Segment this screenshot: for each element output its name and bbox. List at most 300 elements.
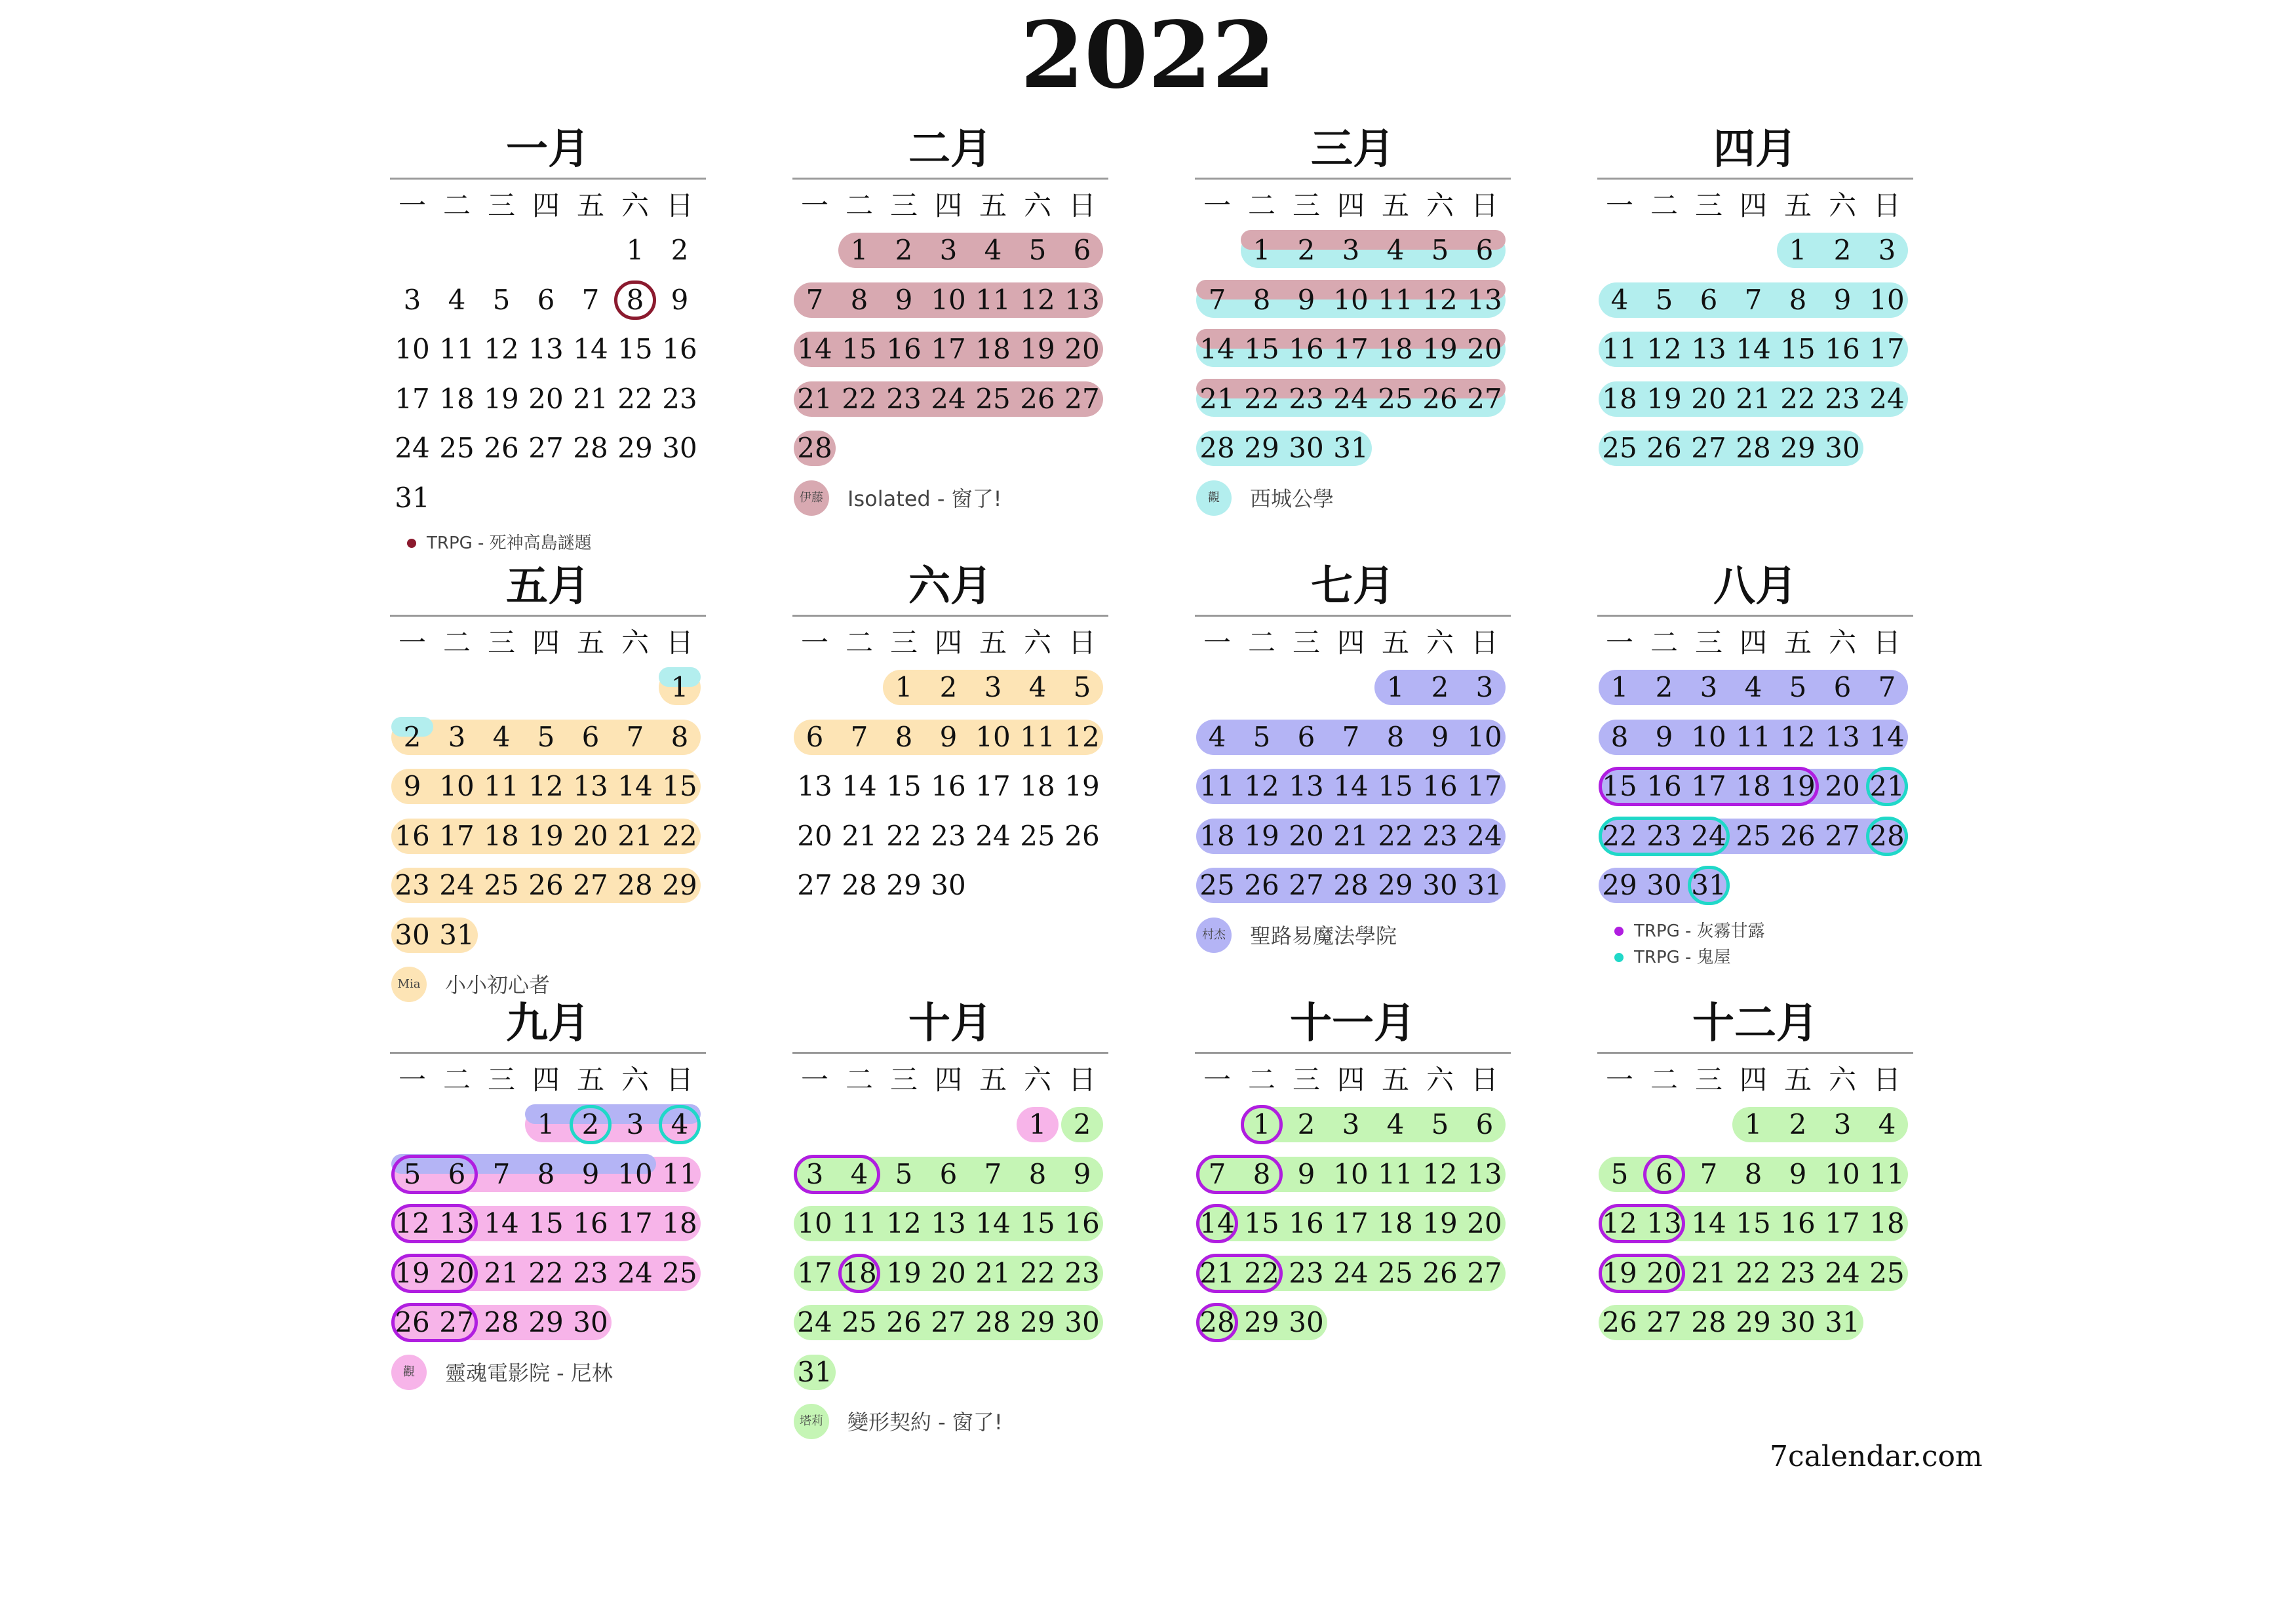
day-cell[interactable]: 27: [1646, 1306, 1682, 1338]
day-cell[interactable]: 17: [617, 1207, 653, 1239]
day-cell[interactable]: 5: [1253, 720, 1271, 753]
day-cell[interactable]: 5: [895, 1157, 913, 1190]
day-cell[interactable]: 12: [484, 333, 519, 365]
day-cell[interactable]: 22: [1020, 1256, 1055, 1289]
day-cell[interactable]: 19: [1064, 770, 1100, 802]
day-cell[interactable]: 30: [1780, 1306, 1816, 1338]
day-cell[interactable]: 8: [1789, 283, 1807, 316]
day-cell[interactable]: 10: [1467, 720, 1502, 753]
day-cell[interactable]: 25: [1020, 819, 1055, 852]
day-cell[interactable]: 5: [1073, 671, 1091, 703]
day-cell[interactable]: 19: [1780, 770, 1816, 802]
day-cell[interactable]: 9: [1655, 720, 1673, 753]
day-cell[interactable]: 15: [1020, 1207, 1055, 1239]
day-cell[interactable]: 2: [1297, 1108, 1315, 1140]
day-cell[interactable]: 21: [842, 819, 877, 852]
day-cell[interactable]: 26: [1064, 819, 1100, 852]
day-cell[interactable]: 26: [528, 869, 564, 901]
day-cell[interactable]: 2: [671, 234, 689, 266]
day-cell[interactable]: 19: [395, 1256, 430, 1289]
day-cell[interactable]: 9: [939, 720, 958, 753]
day-cell[interactable]: 29: [617, 432, 653, 464]
day-cell[interactable]: 24: [975, 819, 1011, 852]
day-cell[interactable]: 29: [1602, 869, 1637, 901]
day-cell[interactable]: 6: [537, 283, 555, 316]
day-cell[interactable]: 16: [1646, 770, 1682, 802]
day-cell[interactable]: 22: [1244, 1256, 1279, 1289]
day-cell[interactable]: 29: [1244, 1306, 1279, 1338]
day-cell[interactable]: 24: [797, 1306, 832, 1338]
day-cell[interactable]: 1: [1028, 1108, 1047, 1140]
day-cell[interactable]: 10: [617, 1157, 653, 1190]
day-cell[interactable]: 1: [1610, 671, 1629, 703]
day-cell[interactable]: 11: [1199, 770, 1235, 802]
day-cell[interactable]: 22: [662, 819, 697, 852]
day-cell[interactable]: 18: [662, 1207, 697, 1239]
day-cell[interactable]: 4: [492, 720, 511, 753]
day-cell[interactable]: 14: [617, 770, 653, 802]
day-cell[interactable]: 20: [573, 819, 608, 852]
day-cell[interactable]: 11: [439, 333, 475, 365]
day-cell[interactable]: 26: [395, 1306, 430, 1338]
day-cell[interactable]: 28: [975, 1306, 1011, 1338]
day-cell[interactable]: 12: [1422, 1157, 1458, 1190]
day-cell[interactable]: 10: [1333, 1157, 1369, 1190]
day-cell[interactable]: 22: [842, 382, 877, 415]
day-cell[interactable]: 24: [617, 1256, 653, 1289]
day-cell[interactable]: 23: [1780, 1256, 1816, 1289]
day-cell[interactable]: 9: [1073, 1157, 1091, 1190]
day-cell[interactable]: 7: [626, 720, 644, 753]
day-cell[interactable]: 30: [1289, 432, 1324, 464]
day-cell[interactable]: 19: [1422, 333, 1458, 365]
day-cell[interactable]: 5: [1431, 234, 1449, 266]
day-cell[interactable]: 8: [1253, 1157, 1271, 1190]
day-cell[interactable]: 12: [528, 770, 564, 802]
day-cell[interactable]: 18: [1602, 382, 1637, 415]
day-cell[interactable]: 25: [662, 1256, 697, 1289]
day-cell[interactable]: 1: [1789, 234, 1807, 266]
day-cell[interactable]: 8: [1028, 1157, 1047, 1190]
day-cell[interactable]: 23: [886, 382, 922, 415]
day-cell[interactable]: 4: [1386, 1108, 1405, 1140]
day-cell[interactable]: 11: [1020, 720, 1055, 753]
day-cell[interactable]: 1: [626, 234, 644, 266]
day-cell[interactable]: 31: [1825, 1306, 1860, 1338]
day-cell[interactable]: 20: [528, 382, 564, 415]
day-cell[interactable]: 20: [1467, 333, 1502, 365]
day-cell[interactable]: 23: [573, 1256, 608, 1289]
day-cell[interactable]: 21: [975, 1256, 1011, 1289]
day-cell[interactable]: 13: [573, 770, 608, 802]
day-cell[interactable]: 7: [492, 1157, 511, 1190]
day-cell[interactable]: 7: [1700, 1157, 1718, 1190]
day-cell[interactable]: 5: [1655, 283, 1673, 316]
day-cell[interactable]: 28: [1199, 432, 1235, 464]
day-cell[interactable]: 7: [984, 1157, 1002, 1190]
day-cell[interactable]: 22: [1780, 382, 1816, 415]
day-cell[interactable]: 27: [439, 1306, 475, 1338]
day-cell[interactable]: 27: [1467, 1256, 1502, 1289]
day-cell[interactable]: 22: [1736, 1256, 1771, 1289]
day-cell[interactable]: 22: [1602, 819, 1637, 852]
day-cell[interactable]: 8: [1610, 720, 1629, 753]
day-cell[interactable]: 16: [931, 770, 966, 802]
day-cell[interactable]: 25: [1602, 432, 1637, 464]
day-cell[interactable]: 22: [886, 819, 922, 852]
day-cell[interactable]: 27: [528, 432, 564, 464]
day-cell[interactable]: 5: [1431, 1108, 1449, 1140]
day-cell[interactable]: 13: [1825, 720, 1860, 753]
day-cell[interactable]: 18: [975, 333, 1011, 365]
day-cell[interactable]: 24: [931, 382, 966, 415]
day-cell[interactable]: 3: [984, 671, 1002, 703]
day-cell[interactable]: 10: [1333, 283, 1369, 316]
day-cell[interactable]: 15: [1244, 1207, 1279, 1239]
day-cell[interactable]: 25: [1378, 1256, 1413, 1289]
day-cell[interactable]: 26: [1020, 382, 1055, 415]
day-cell[interactable]: 10: [1691, 720, 1726, 753]
day-cell[interactable]: 28: [573, 432, 608, 464]
day-cell[interactable]: 12: [1064, 720, 1100, 753]
day-cell[interactable]: 15: [1378, 770, 1413, 802]
day-cell[interactable]: 2: [1789, 1108, 1807, 1140]
day-cell[interactable]: 16: [573, 1207, 608, 1239]
day-cell[interactable]: 31: [797, 1355, 832, 1388]
day-cell[interactable]: 1: [1744, 1108, 1762, 1140]
day-cell[interactable]: 28: [1199, 1306, 1235, 1338]
day-cell[interactable]: 1: [895, 671, 913, 703]
day-cell[interactable]: 2: [939, 671, 958, 703]
day-cell[interactable]: 19: [1422, 1207, 1458, 1239]
day-cell[interactable]: 18: [842, 1256, 877, 1289]
day-cell[interactable]: 14: [1691, 1207, 1726, 1239]
day-cell[interactable]: 31: [439, 918, 475, 951]
day-cell[interactable]: 2: [581, 1108, 600, 1140]
day-cell[interactable]: 18: [1736, 770, 1771, 802]
day-cell[interactable]: 5: [1610, 1157, 1629, 1190]
day-cell[interactable]: 26: [1780, 819, 1816, 852]
day-cell[interactable]: 25: [1736, 819, 1771, 852]
day-cell[interactable]: 18: [1869, 1207, 1905, 1239]
day-cell[interactable]: 21: [1736, 382, 1771, 415]
day-cell[interactable]: 3: [1342, 1108, 1360, 1140]
day-cell[interactable]: 23: [1825, 382, 1860, 415]
day-cell[interactable]: 10: [439, 770, 475, 802]
day-cell[interactable]: 13: [797, 770, 832, 802]
day-cell[interactable]: 26: [484, 432, 519, 464]
day-cell[interactable]: 1: [850, 234, 868, 266]
day-cell[interactable]: 2: [1073, 1108, 1091, 1140]
day-cell[interactable]: 12: [1602, 1207, 1637, 1239]
day-cell[interactable]: 5: [1789, 671, 1807, 703]
day-cell[interactable]: 13: [1064, 283, 1100, 316]
day-cell[interactable]: 10: [395, 333, 430, 365]
day-cell[interactable]: 4: [1610, 283, 1629, 316]
day-cell[interactable]: 24: [439, 869, 475, 901]
day-cell[interactable]: 25: [439, 432, 475, 464]
day-cell[interactable]: 2: [1297, 234, 1315, 266]
day-cell[interactable]: 9: [1297, 283, 1315, 316]
day-cell[interactable]: 11: [484, 770, 519, 802]
day-cell[interactable]: 29: [1736, 1306, 1771, 1338]
day-cell[interactable]: 7: [1342, 720, 1360, 753]
day-cell[interactable]: 1: [1253, 234, 1271, 266]
day-cell[interactable]: 18: [1020, 770, 1055, 802]
day-cell[interactable]: 22: [617, 382, 653, 415]
day-cell[interactable]: 13: [931, 1207, 966, 1239]
day-cell[interactable]: 30: [662, 432, 697, 464]
day-cell[interactable]: 8: [671, 720, 689, 753]
day-cell[interactable]: 11: [1378, 283, 1413, 316]
day-cell[interactable]: 23: [1289, 1256, 1324, 1289]
day-cell[interactable]: 25: [1199, 869, 1235, 901]
day-cell[interactable]: 17: [1467, 770, 1502, 802]
day-cell[interactable]: 18: [1378, 333, 1413, 365]
day-cell[interactable]: 9: [895, 283, 913, 316]
day-cell[interactable]: 19: [1646, 382, 1682, 415]
day-cell[interactable]: 3: [1833, 1108, 1852, 1140]
day-cell[interactable]: 27: [931, 1306, 966, 1338]
day-cell[interactable]: 3: [1700, 671, 1718, 703]
day-cell[interactable]: 10: [797, 1207, 832, 1239]
day-cell[interactable]: 6: [1700, 283, 1718, 316]
day-cell[interactable]: 15: [528, 1207, 564, 1239]
day-cell[interactable]: 30: [931, 869, 966, 901]
day-cell[interactable]: 24: [1869, 382, 1905, 415]
day-cell[interactable]: 3: [403, 283, 421, 316]
day-cell[interactable]: 28: [842, 869, 877, 901]
day-cell[interactable]: 17: [439, 819, 475, 852]
day-cell[interactable]: 20: [931, 1256, 966, 1289]
day-cell[interactable]: 16: [1289, 1207, 1324, 1239]
day-cell[interactable]: 14: [484, 1207, 519, 1239]
day-cell[interactable]: 13: [1467, 1157, 1502, 1190]
day-cell[interactable]: 24: [1691, 819, 1726, 852]
day-cell[interactable]: 5: [492, 283, 511, 316]
day-cell[interactable]: 27: [1064, 382, 1100, 415]
day-cell[interactable]: 29: [1244, 432, 1279, 464]
day-cell[interactable]: 20: [1825, 770, 1860, 802]
day-cell[interactable]: 20: [1289, 819, 1324, 852]
day-cell[interactable]: 23: [1646, 819, 1682, 852]
day-cell[interactable]: 14: [1869, 720, 1905, 753]
day-cell[interactable]: 14: [842, 770, 877, 802]
day-cell[interactable]: 6: [1655, 1157, 1673, 1190]
day-cell[interactable]: 21: [573, 382, 608, 415]
day-cell[interactable]: 17: [1691, 770, 1726, 802]
day-cell[interactable]: 21: [1333, 819, 1369, 852]
day-cell[interactable]: 3: [1475, 671, 1494, 703]
day-cell[interactable]: 17: [395, 382, 430, 415]
day-cell[interactable]: 8: [626, 283, 644, 316]
day-cell[interactable]: 9: [1833, 283, 1852, 316]
day-cell[interactable]: 1: [671, 671, 689, 703]
day-cell[interactable]: 31: [395, 481, 430, 514]
day-cell[interactable]: 15: [1736, 1207, 1771, 1239]
day-cell[interactable]: 8: [1744, 1157, 1762, 1190]
day-cell[interactable]: 6: [1833, 671, 1852, 703]
day-cell[interactable]: 30: [1825, 432, 1860, 464]
day-cell[interactable]: 30: [1422, 869, 1458, 901]
day-cell[interactable]: 21: [1199, 1256, 1235, 1289]
day-cell[interactable]: 10: [1825, 1157, 1860, 1190]
day-cell[interactable]: 12: [395, 1207, 430, 1239]
day-cell[interactable]: 30: [1064, 1306, 1100, 1338]
day-cell[interactable]: 4: [671, 1108, 689, 1140]
day-cell[interactable]: 15: [1780, 333, 1816, 365]
day-cell[interactable]: 25: [484, 869, 519, 901]
day-cell[interactable]: 6: [448, 1157, 466, 1190]
day-cell[interactable]: 9: [403, 770, 421, 802]
day-cell[interactable]: 9: [1789, 1157, 1807, 1190]
day-cell[interactable]: 29: [886, 869, 922, 901]
day-cell[interactable]: 6: [1475, 1108, 1494, 1140]
day-cell[interactable]: 7: [1878, 671, 1896, 703]
day-cell[interactable]: 30: [395, 918, 430, 951]
day-cell[interactable]: 21: [617, 819, 653, 852]
day-cell[interactable]: 21: [1691, 1256, 1726, 1289]
day-cell[interactable]: 17: [1869, 333, 1905, 365]
day-cell[interactable]: 8: [1386, 720, 1405, 753]
day-cell[interactable]: 14: [1199, 333, 1235, 365]
day-cell[interactable]: 27: [573, 869, 608, 901]
day-cell[interactable]: 27: [1289, 869, 1324, 901]
day-cell[interactable]: 19: [528, 819, 564, 852]
day-cell[interactable]: 21: [1869, 770, 1905, 802]
day-cell[interactable]: 19: [484, 382, 519, 415]
day-cell[interactable]: 20: [797, 819, 832, 852]
day-cell[interactable]: 24: [1467, 819, 1502, 852]
day-cell[interactable]: 13: [1467, 283, 1502, 316]
day-cell[interactable]: 7: [1208, 283, 1226, 316]
day-cell[interactable]: 18: [484, 819, 519, 852]
day-cell[interactable]: 29: [662, 869, 697, 901]
day-cell[interactable]: 23: [1289, 382, 1324, 415]
day-cell[interactable]: 4: [1744, 671, 1762, 703]
day-cell[interactable]: 12: [1780, 720, 1816, 753]
day-cell[interactable]: 20: [1691, 382, 1726, 415]
day-cell[interactable]: 18: [1378, 1207, 1413, 1239]
day-cell[interactable]: 11: [975, 283, 1011, 316]
day-cell[interactable]: 13: [1289, 770, 1324, 802]
day-cell[interactable]: 10: [1869, 283, 1905, 316]
day-cell[interactable]: 4: [984, 234, 1002, 266]
day-cell[interactable]: 15: [1244, 333, 1279, 365]
day-cell[interactable]: 12: [1020, 283, 1055, 316]
day-cell[interactable]: 30: [573, 1306, 608, 1338]
day-cell[interactable]: 4: [1386, 234, 1405, 266]
day-cell[interactable]: 15: [886, 770, 922, 802]
day-cell[interactable]: 29: [1378, 869, 1413, 901]
day-cell[interactable]: 23: [662, 382, 697, 415]
day-cell[interactable]: 5: [1028, 234, 1047, 266]
day-cell[interactable]: 23: [395, 869, 430, 901]
day-cell[interactable]: 7: [1744, 283, 1762, 316]
day-cell[interactable]: 12: [1244, 770, 1279, 802]
day-cell[interactable]: 12: [1646, 333, 1682, 365]
day-cell[interactable]: 11: [842, 1207, 877, 1239]
day-cell[interactable]: 25: [1378, 382, 1413, 415]
day-cell[interactable]: 9: [1297, 1157, 1315, 1190]
day-cell[interactable]: 12: [1422, 283, 1458, 316]
day-cell[interactable]: 11: [1378, 1157, 1413, 1190]
day-cell[interactable]: 16: [1780, 1207, 1816, 1239]
day-cell[interactable]: 3: [448, 720, 466, 753]
day-cell[interactable]: 17: [1825, 1207, 1860, 1239]
day-cell[interactable]: 4: [850, 1157, 868, 1190]
day-cell[interactable]: 4: [1878, 1108, 1896, 1140]
day-cell[interactable]: 22: [1244, 382, 1279, 415]
day-cell[interactable]: 9: [581, 1157, 600, 1190]
day-cell[interactable]: 27: [1467, 382, 1502, 415]
day-cell[interactable]: 26: [1602, 1306, 1637, 1338]
day-cell[interactable]: 22: [528, 1256, 564, 1289]
day-cell[interactable]: 1: [1253, 1108, 1271, 1140]
day-cell[interactable]: 16: [1825, 333, 1860, 365]
day-cell[interactable]: 17: [1333, 1207, 1369, 1239]
day-cell[interactable]: 3: [1342, 234, 1360, 266]
day-cell[interactable]: 24: [395, 432, 430, 464]
day-cell[interactable]: 7: [581, 283, 600, 316]
day-cell[interactable]: 31: [1333, 432, 1369, 464]
footer-site-link[interactable]: 7calendar.com: [1770, 1440, 1983, 1473]
day-cell[interactable]: 16: [1289, 333, 1324, 365]
day-cell[interactable]: 31: [1467, 869, 1502, 901]
day-cell[interactable]: 15: [617, 333, 653, 365]
day-cell[interactable]: 28: [1691, 1306, 1726, 1338]
day-cell[interactable]: 6: [1475, 234, 1494, 266]
day-cell[interactable]: 3: [806, 1157, 824, 1190]
day-cell[interactable]: 13: [439, 1207, 475, 1239]
day-cell[interactable]: 26: [1422, 382, 1458, 415]
day-cell[interactable]: 20: [1467, 1207, 1502, 1239]
day-cell[interactable]: 2: [1431, 671, 1449, 703]
day-cell[interactable]: 20: [1646, 1256, 1682, 1289]
day-cell[interactable]: 11: [1736, 720, 1771, 753]
day-cell[interactable]: 8: [537, 1157, 555, 1190]
day-cell[interactable]: 18: [1199, 819, 1235, 852]
day-cell[interactable]: 27: [1691, 432, 1726, 464]
day-cell[interactable]: 24: [1333, 382, 1369, 415]
day-cell[interactable]: 9: [1431, 720, 1449, 753]
day-cell[interactable]: 17: [931, 333, 966, 365]
day-cell[interactable]: 23: [1422, 819, 1458, 852]
day-cell[interactable]: 6: [939, 1157, 958, 1190]
day-cell[interactable]: 16: [886, 333, 922, 365]
day-cell[interactable]: 1: [1386, 671, 1405, 703]
day-cell[interactable]: 28: [1736, 432, 1771, 464]
day-cell[interactable]: 14: [975, 1207, 1011, 1239]
day-cell[interactable]: 30: [1289, 1306, 1324, 1338]
day-cell[interactable]: 4: [448, 283, 466, 316]
day-cell[interactable]: 16: [1422, 770, 1458, 802]
day-cell[interactable]: 28: [484, 1306, 519, 1338]
day-cell[interactable]: 10: [931, 283, 966, 316]
day-cell[interactable]: 28: [797, 432, 832, 464]
day-cell[interactable]: 7: [806, 283, 824, 316]
day-cell[interactable]: 13: [1691, 333, 1726, 365]
day-cell[interactable]: 19: [1020, 333, 1055, 365]
day-cell[interactable]: 5: [537, 720, 555, 753]
day-cell[interactable]: 31: [1691, 869, 1726, 901]
day-cell[interactable]: 19: [1244, 819, 1279, 852]
day-cell[interactable]: 7: [1208, 1157, 1226, 1190]
day-cell[interactable]: 21: [1199, 382, 1235, 415]
day-cell[interactable]: 6: [1073, 234, 1091, 266]
day-cell[interactable]: 3: [626, 1108, 644, 1140]
day-cell[interactable]: 11: [1602, 333, 1637, 365]
